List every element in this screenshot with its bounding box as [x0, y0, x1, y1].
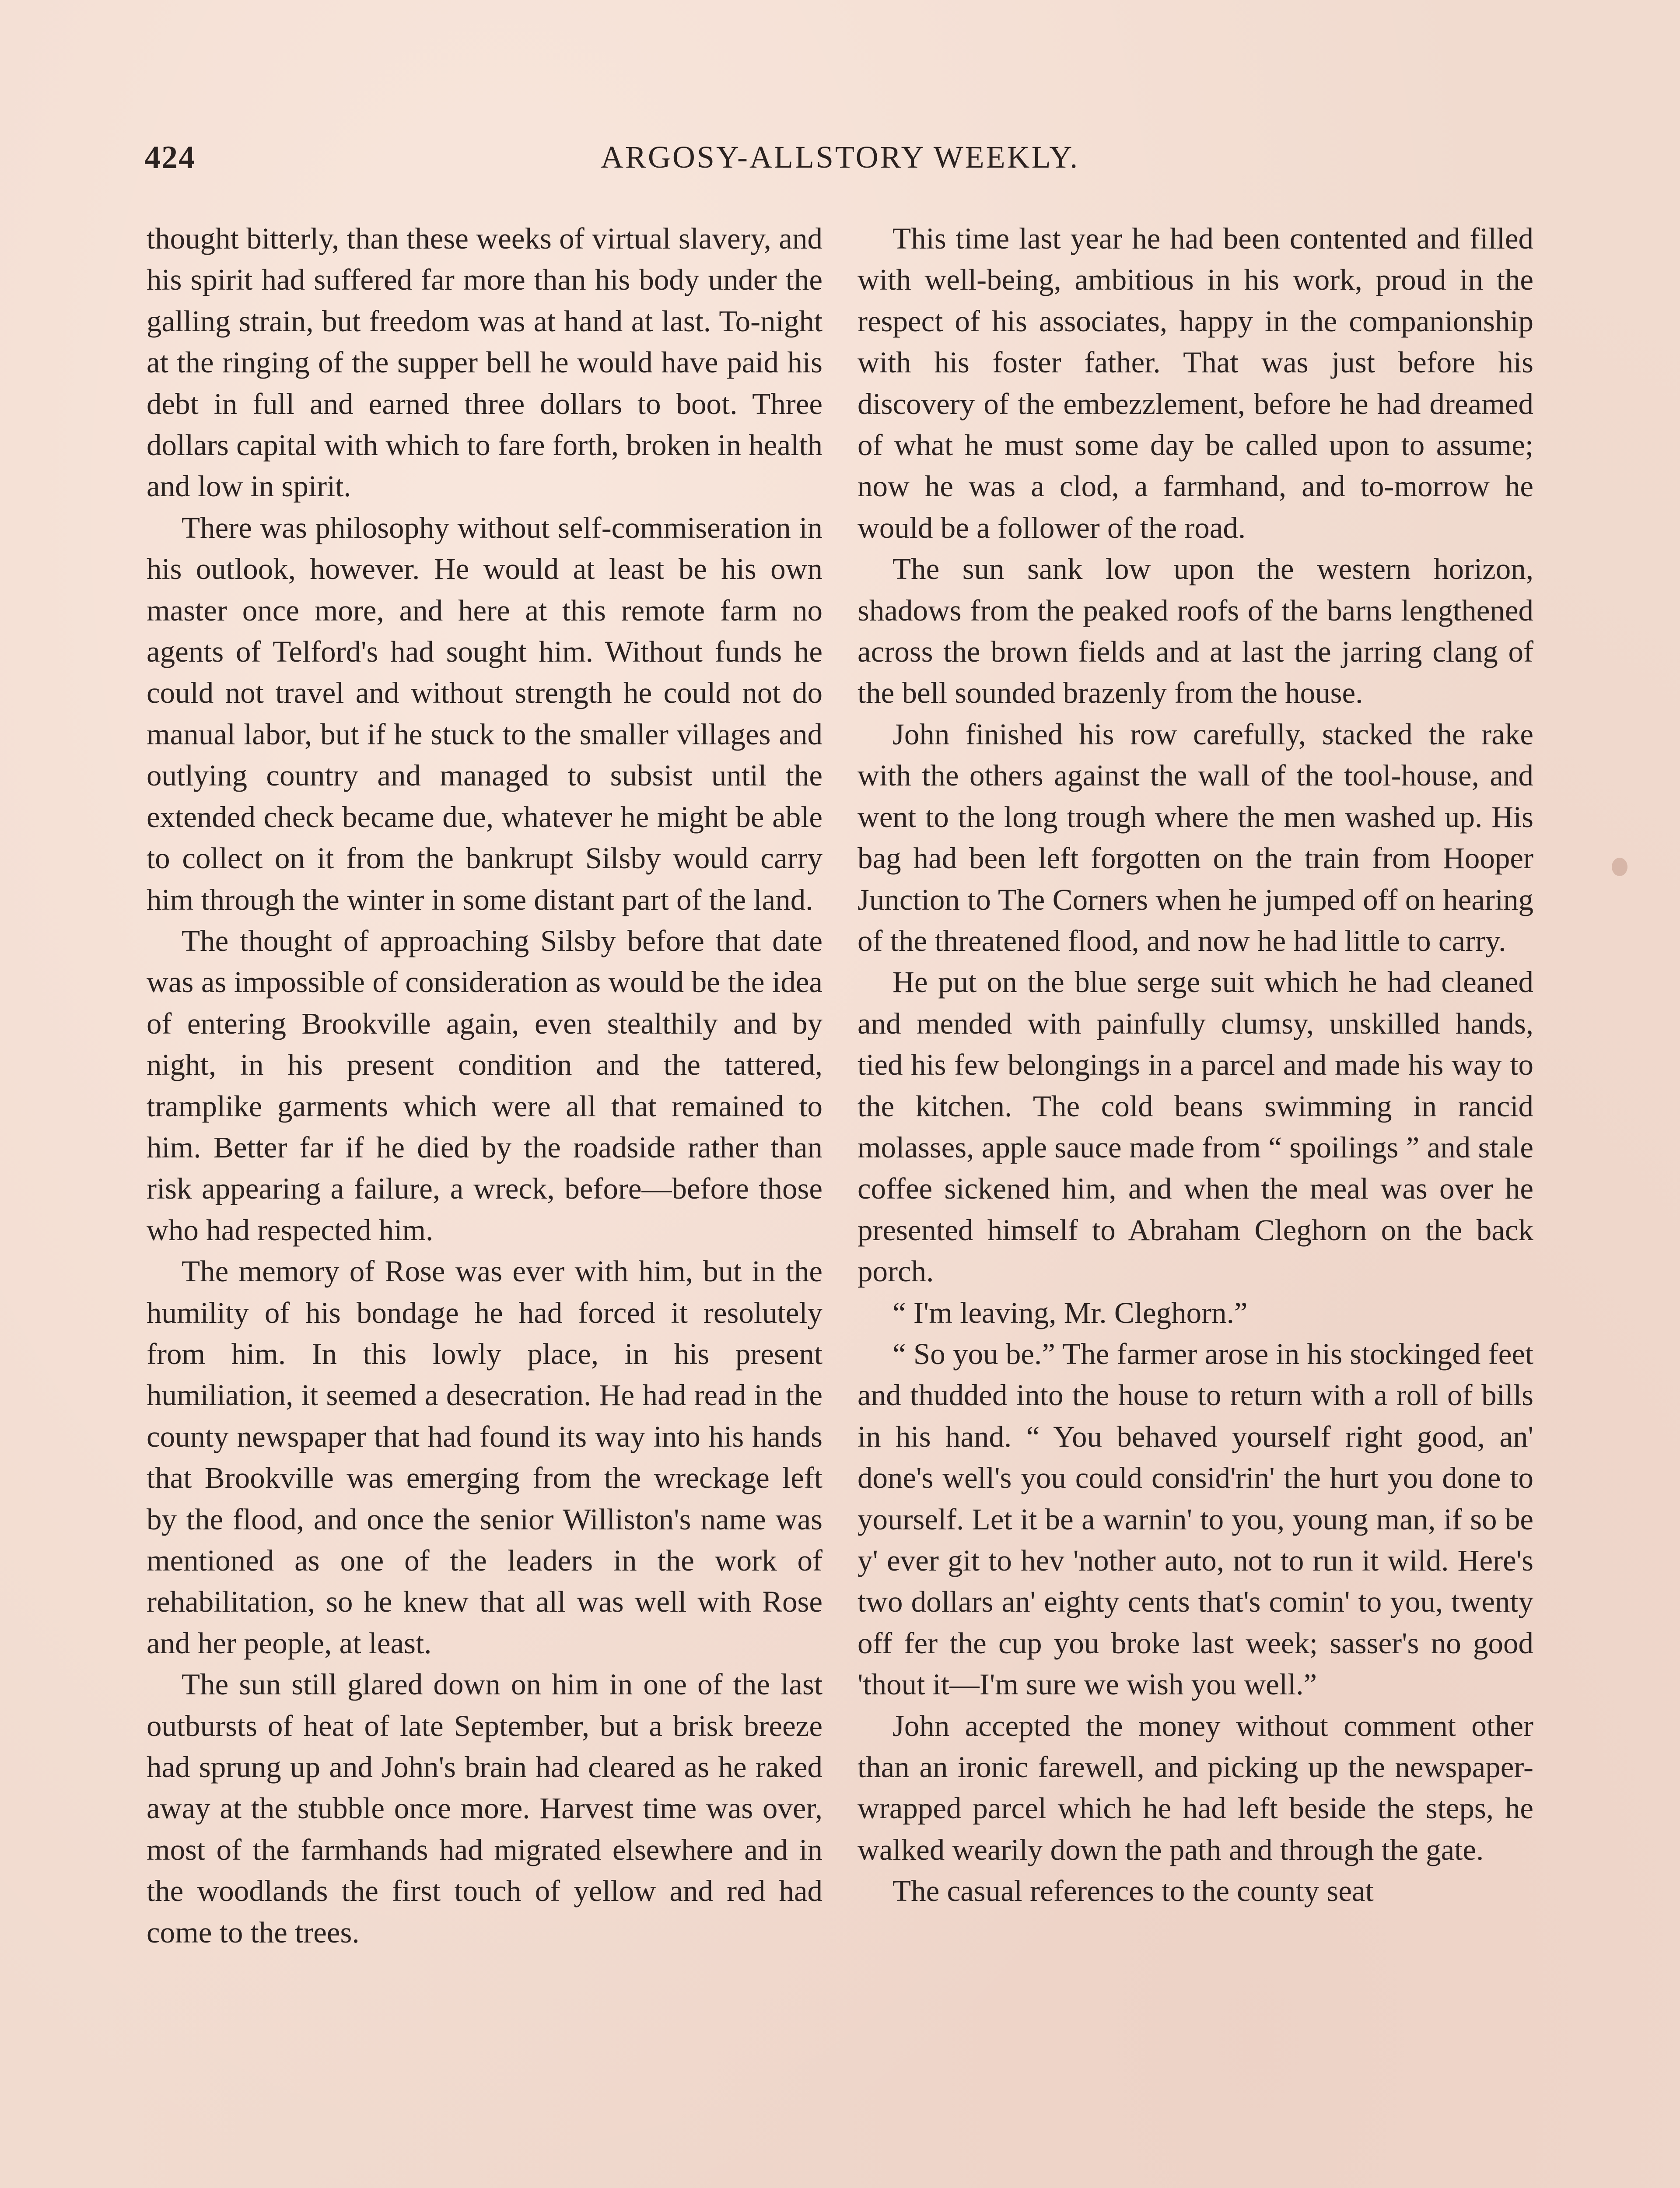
right-column [858, 218, 1533, 1912]
paragraph: “ So you be.” The farmer arose in his stockinged feet and thudded into the house to return with a roll of bills in his hand. “ You behaved yourself right good, an' done's well's you could consid'rin' the hurt you done to yourself. Let it be a warnin' to you, young man, if so be y' ever git to hev 'nother auto, not to run it wild. Here's two dollars an' eighty cents that's comin' to you, twenty off fer the cup you broke last week; sasser's no good 'thout it—I'm sure we wish you well.” [858, 1337, 1533, 1701]
paragraph: The memory of Rose was ever with him, but in the humility of his bondage he had forced it resolutely from him. In this lowly place, in his present humiliation, it seemed a desecration. He had read in the county newspaper that had found its way into his hands that Brookville was emerging from the wreckage left by the flood, and once the senior Williston's name was mentioned as one of the leaders in the work of rehabilitation, so he knew that all was well with Rose and her people, at least. [147, 1255, 822, 1660]
left-column [147, 218, 822, 1953]
running-head [144, 139, 1536, 187]
paragraph: John finished his row carefully, stacked the rake with the others against the wall of the tool-house, and went to the long trough where the men washed up. His bag had been left forgotten on the train from Hooper Junction to The Corners when he jumped off on hearing of the threatened flood, and now he had little to carry. [858, 717, 1533, 957]
page-number: 424 [144, 140, 196, 175]
paper-stain [1612, 858, 1628, 876]
paragraph: The sun still glared down on him in one of the last outbursts of heat of late September, but a brisk breeze had sprung up and John's brain had cleared as he raked away at the stubble once more. Harvest time was over, most of the farmhands had migrated elsewhere and in the woodlands the first touch of yellow and red had come to the trees. [147, 1668, 822, 1949]
paragraph: There was philosophy without self-commiseration in his outlook, however. He would at least be his own master once more, and here at this remote farm no agents of Telford's had sought him. Without funds he could not travel and without strength he could not do manual labor, but if he stuck to the smaller villages and outlying country and managed to subsist until the extended check became due, whatever he might be able to collect on it from the bankrupt Silsby would carry him through the winter in some distant part of the land. [147, 511, 822, 916]
paragraph: thought bitterly, than these weeks of virtual slavery, and his spirit had suffered far more than his body under the galling strain, but freedom was at hand at last. To-night at the ringing of the supper bell he would have paid his debt in full and earned three dollars to boot. Three dollars capital with which to fare forth, broken in health and low in spirit. [147, 222, 822, 503]
paragraph: John accepted the money without comment other than an ironic farewell, and picking up the newspaper-wrapped parcel which he had left beside the steps, he walked wearily down the path and through the gate. [858, 1709, 1533, 1866]
paragraph: The casual references to the county seat [892, 1874, 1374, 1908]
paragraph: This time last year he had been contented and filled with well-being, ambitious in his work, proud in the respect of his associates, happy in the companionship with his foster father. That was just before his discovery of the embezzlement, before he had dreamed of what he must some day be called upon to assume; now he was a clod, a farmhand, and to-morrow he would be a follower of the road. [858, 222, 1533, 544]
paragraph: “ I'm leaving, Mr. Cleghorn.” [892, 1296, 1248, 1329]
paragraph: The sun sank low upon the western horizon, shadows from the peaked roofs of the barns lengthened across the brown fields and at last the jarring clang of the bell sounded brazenly from the house. [858, 552, 1533, 710]
paragraph: The thought of approaching Silsby before that date was as impossible of consideration as would be the idea of entering Brookville again, even stealthily and by night, in his present condition and the tattered, tramplike garments which were all that remained to him. Better far if he died by the roadside rather than risk appearing a failure, a wreck, before—before those who had respected him. [147, 924, 822, 1247]
magazine-title: ARGOSY-ALLSTORY WEEKLY. [600, 140, 1080, 175]
paragraph: He put on the blue serge suit which he had cleaned and mended with painfully clumsy, unskilled hands, tied his few belongings in a parcel and made his way to the kitchen. The cold beans swimming in rancid molasses, apple sauce made from “ spoilings ” and stale coffee sickened him, and when the meal was over he presented himself to Abraham Cleghorn on the back porch. [858, 965, 1533, 1288]
